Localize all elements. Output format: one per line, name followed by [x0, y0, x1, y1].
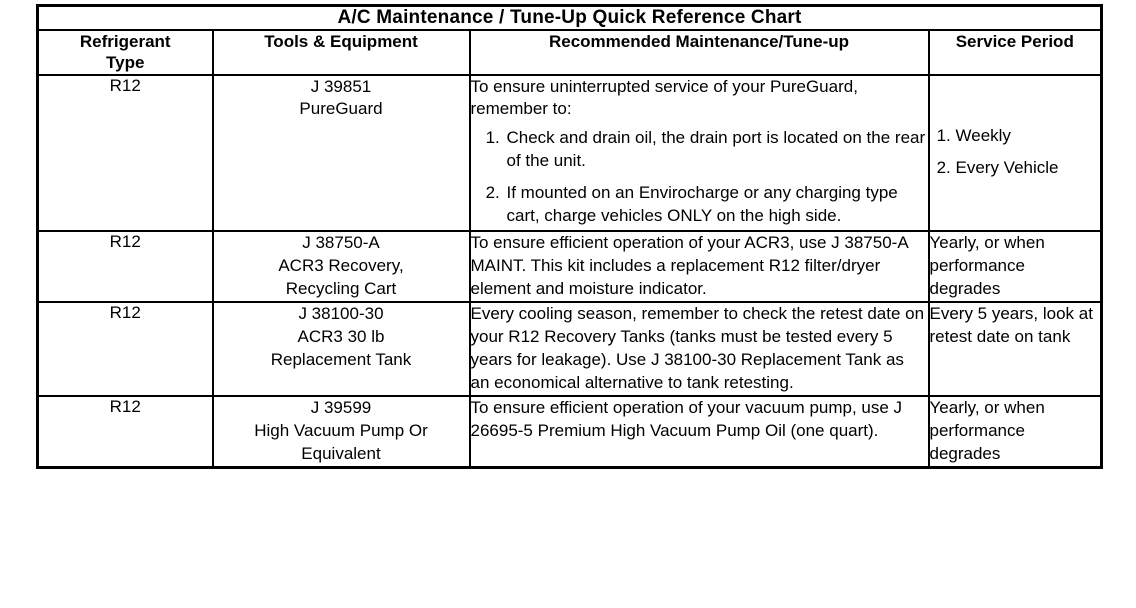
- cell-recommended-maintenance: To ensure efficient operation of your ACR3, use J 38750-A MAINT. This kit includes a replacement R12 filter/dryer element and moisture indicator.: [470, 231, 929, 302]
- tools-line: Replacement Tank: [270, 349, 412, 369]
- cell-service-period: Yearly, or when performance degrades: [929, 231, 1102, 302]
- cell-tools-equipment: [213, 75, 470, 232]
- column-header-refrigerant-type: [38, 30, 213, 75]
- table-row: [38, 231, 1102, 302]
- cell-recommended-maintenance: [470, 75, 929, 232]
- recommended-intro: To ensure uninterrupted service of your PureGuard, remember to:: [470, 76, 858, 119]
- tools-line: Equivalent: [301, 443, 381, 463]
- cell-recommended-maintenance: Every cooling season, remember to check the retest date on your R12 Recovery Tanks (tanks must be tested every 5 years for leakage). Use J 38100-30 Replacement Tank as an economical alternative to tank retesting.: [470, 302, 929, 396]
- table-row: [38, 302, 1102, 396]
- tools-line: ACR3 30 lb: [297, 326, 385, 346]
- list-item: 2. Every Vehicle: [956, 157, 1101, 180]
- cell-refrigerant-type: R12: [38, 231, 213, 302]
- cell-refrigerant-type: R12: [38, 396, 213, 467]
- cell-refrigerant-type: R12: [38, 302, 213, 396]
- cell-refrigerant-type: R12: [38, 75, 213, 232]
- tools-line: High Vacuum Pump Or: [254, 420, 428, 440]
- cell-tools-equipment: [213, 302, 470, 396]
- cell-tools-equipment: [213, 396, 470, 467]
- tools-line: ACR3 Recovery,: [278, 256, 404, 276]
- service-period-list: [930, 125, 1101, 180]
- tools-line: J 39851: [310, 76, 372, 96]
- table-title-row: [38, 6, 1102, 31]
- column-header-service-period: Service Period: [929, 30, 1102, 75]
- header-refrigerant-line1: Refrigerant: [79, 32, 171, 51]
- chart-title: A/C Maintenance / Tune-Up Quick Reference Chart: [38, 6, 1102, 31]
- list-item: 1. Check and drain oil, the drain port is located on the rear of the unit.: [505, 127, 928, 173]
- cell-tools-equipment: [213, 231, 470, 302]
- column-header-tools-equipment: Tools & Equipment: [213, 30, 470, 75]
- tools-line: J 38100-30: [298, 303, 384, 323]
- table-row: [38, 396, 1102, 467]
- column-header-recommended-maintenance: Recommended Maintenance/Tune-up: [470, 30, 929, 75]
- table-header-row: [38, 30, 1102, 75]
- cell-service-period: [929, 75, 1102, 232]
- header-refrigerant-line2: Type: [106, 53, 145, 73]
- table-row: [38, 75, 1102, 232]
- tools-line: J 38750-A: [302, 233, 380, 253]
- cell-recommended-maintenance: To ensure efficient operation of your vacuum pump, use J 26695-5 Premium High Vacuum Pump Oil (one quart).: [470, 396, 929, 467]
- list-item: 2. If mounted on an Envirocharge or any charging type cart, charge vehicles ONLY on the high side.: [505, 182, 928, 228]
- cell-service-period: Every 5 years, look at retest date on tank: [929, 302, 1102, 396]
- list-item: 1. Weekly: [956, 125, 1101, 148]
- cell-service-period: Yearly, or when performance degrades: [929, 396, 1102, 467]
- tools-line: J 39599: [310, 397, 372, 417]
- maintenance-chart-table: [36, 4, 1103, 469]
- tools-line: Recycling Cart: [285, 279, 397, 298]
- recommended-list: [471, 127, 928, 228]
- tools-line: PureGuard: [299, 99, 383, 119]
